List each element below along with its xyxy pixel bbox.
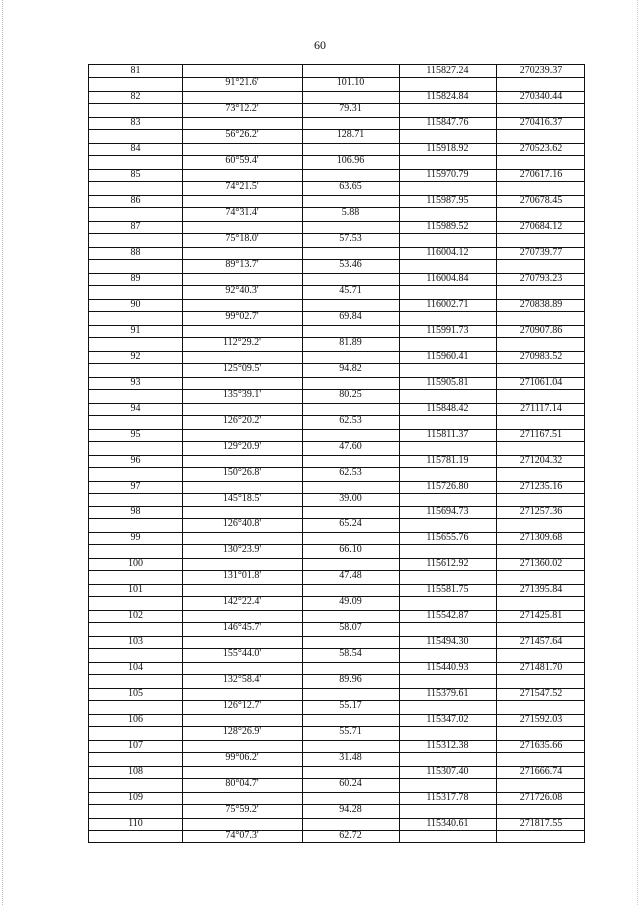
row-mid-divider bbox=[89, 181, 584, 182]
angle-cell: 155°44.0' bbox=[222, 648, 262, 660]
point-cell: 98 bbox=[130, 506, 141, 518]
y-coordinate-cell: 271635.66 bbox=[519, 740, 563, 752]
distance-cell: 62.53 bbox=[339, 414, 362, 426]
x-coordinate-cell: 115347.02 bbox=[426, 714, 469, 726]
angle-cell: 74°31.4' bbox=[225, 206, 259, 218]
x-coordinate-cell: 116002.71 bbox=[426, 298, 469, 310]
y-coordinate-cell: 271360.02 bbox=[519, 558, 563, 570]
point-cell: 105 bbox=[128, 688, 143, 700]
distance-cell: 101.10 bbox=[336, 77, 365, 88]
row-divider bbox=[89, 377, 584, 378]
point-cell: 95 bbox=[130, 428, 141, 440]
scan-edge-left bbox=[2, 0, 3, 905]
x-coordinate-cell: 115781.19 bbox=[426, 454, 469, 466]
point-cell: 106 bbox=[128, 714, 143, 726]
row-mid-divider bbox=[89, 233, 584, 234]
distance-cell: 47.60 bbox=[339, 440, 362, 452]
angle-cell: 131°01.8' bbox=[222, 570, 262, 582]
distance-cell: 94.28 bbox=[339, 804, 362, 816]
distance-cell: 60.24 bbox=[339, 778, 362, 790]
row-divider bbox=[89, 195, 584, 196]
row-divider bbox=[89, 221, 584, 222]
y-coordinate-cell: 271395.84 bbox=[519, 584, 563, 596]
row-divider bbox=[89, 714, 584, 715]
x-coordinate-cell: 115987.95 bbox=[426, 194, 469, 206]
row-divider bbox=[89, 91, 584, 92]
point-cell: 96 bbox=[130, 454, 141, 466]
y-coordinate-cell: 270523.62 bbox=[519, 142, 563, 154]
x-coordinate-cell: 115581.75 bbox=[426, 584, 469, 596]
point-cell: 92 bbox=[130, 350, 141, 362]
angle-cell: 74°07.3' bbox=[225, 830, 259, 842]
row-divider bbox=[89, 688, 584, 689]
distance-cell: 79.31 bbox=[339, 102, 362, 114]
point-cell: 85 bbox=[130, 168, 141, 180]
row-mid-divider bbox=[89, 155, 584, 156]
row-divider bbox=[89, 117, 584, 118]
point-cell: 108 bbox=[128, 766, 143, 778]
distance-cell: 49.09 bbox=[339, 596, 362, 608]
y-coordinate-cell: 271481.70 bbox=[519, 662, 563, 674]
point-cell: 110 bbox=[128, 818, 143, 830]
y-coordinate-cell: 271726.08 bbox=[519, 792, 563, 804]
row-divider bbox=[89, 506, 584, 507]
row-divider bbox=[89, 429, 584, 430]
angle-cell: 99°02.7' bbox=[225, 310, 259, 322]
row-mid-divider bbox=[89, 804, 584, 805]
y-coordinate-cell: 271309.68 bbox=[519, 532, 563, 544]
row-mid-divider bbox=[89, 77, 584, 78]
x-coordinate-cell: 115848.42 bbox=[426, 402, 469, 414]
row-mid-divider bbox=[89, 518, 584, 519]
point-cell: 93 bbox=[130, 376, 141, 388]
x-coordinate-cell: 115440.93 bbox=[426, 662, 469, 674]
row-mid-divider bbox=[89, 285, 584, 286]
angle-cell: 132°58.4' bbox=[222, 674, 262, 686]
y-coordinate-cell: 270838.89 bbox=[519, 298, 563, 310]
y-coordinate-cell: 270416.37 bbox=[519, 116, 563, 128]
y-coordinate-cell: 270239.37 bbox=[519, 65, 563, 76]
point-cell: 90 bbox=[130, 298, 141, 310]
distance-cell: 53.46 bbox=[339, 258, 362, 270]
y-coordinate-cell: 271235.16 bbox=[519, 480, 563, 492]
point-cell: 84 bbox=[130, 142, 141, 154]
distance-cell: 81.89 bbox=[339, 336, 362, 348]
y-coordinate-cell: 271425.81 bbox=[519, 610, 563, 622]
distance-cell: 89.96 bbox=[339, 674, 362, 686]
y-coordinate-cell: 271592.03 bbox=[519, 714, 563, 726]
row-mid-divider bbox=[89, 259, 584, 260]
y-coordinate-cell: 271167.51 bbox=[519, 428, 563, 440]
row-mid-divider bbox=[89, 778, 584, 779]
angle-cell: 125°09.5' bbox=[222, 362, 262, 374]
y-coordinate-cell: 271666.74 bbox=[519, 766, 563, 778]
distance-cell: 57.53 bbox=[339, 232, 362, 244]
point-cell: 81 bbox=[130, 65, 141, 76]
x-coordinate-cell: 115612.92 bbox=[426, 558, 469, 570]
angle-cell: 126°12.7' bbox=[222, 700, 262, 712]
row-mid-divider bbox=[89, 648, 584, 649]
x-coordinate-cell: 115340.61 bbox=[426, 818, 469, 830]
row-divider bbox=[89, 455, 584, 456]
x-coordinate-cell: 115970.79 bbox=[426, 168, 469, 180]
distance-cell: 63.65 bbox=[339, 180, 362, 192]
y-coordinate-cell: 270739.77 bbox=[519, 246, 563, 258]
angle-cell: 75°18.0' bbox=[225, 232, 259, 244]
x-coordinate-cell: 115317.78 bbox=[426, 792, 469, 804]
distance-cell: 58.07 bbox=[339, 622, 362, 634]
distance-cell: 62.53 bbox=[339, 466, 362, 478]
distance-cell: 69.84 bbox=[339, 310, 362, 322]
y-coordinate-cell: 270617.16 bbox=[519, 168, 563, 180]
row-divider bbox=[89, 610, 584, 611]
page-number: 60 bbox=[314, 38, 326, 52]
point-cell: 101 bbox=[128, 584, 143, 596]
row-divider bbox=[89, 299, 584, 300]
y-coordinate-cell: 270907.86 bbox=[519, 324, 563, 336]
point-cell: 107 bbox=[128, 740, 143, 752]
angle-cell: 60°59.4' bbox=[225, 154, 259, 166]
coordinates-table bbox=[88, 64, 585, 843]
row-divider bbox=[89, 351, 584, 352]
point-cell: 82 bbox=[130, 90, 141, 102]
x-coordinate-cell: 115847.76 bbox=[426, 116, 469, 128]
point-cell: 109 bbox=[128, 792, 143, 804]
distance-cell: 58.54 bbox=[339, 648, 362, 660]
row-mid-divider bbox=[89, 596, 584, 597]
distance-cell: 80.25 bbox=[339, 388, 362, 400]
point-cell: 104 bbox=[128, 662, 143, 674]
y-coordinate-cell: 271457.64 bbox=[519, 636, 563, 648]
angle-cell: 74°21.5' bbox=[225, 180, 259, 192]
point-cell: 100 bbox=[128, 558, 143, 570]
angle-cell: 91°21.6' bbox=[225, 77, 259, 88]
distance-cell: 45.71 bbox=[339, 284, 362, 296]
angle-cell: 145°18.5' bbox=[222, 492, 262, 504]
row-mid-divider bbox=[89, 467, 584, 468]
angle-cell: 75°59.2' bbox=[225, 804, 259, 816]
row-mid-divider bbox=[89, 622, 584, 623]
point-cell: 87 bbox=[130, 220, 141, 232]
row-mid-divider bbox=[89, 674, 584, 675]
x-coordinate-cell: 115918.92 bbox=[426, 142, 469, 154]
distance-cell: 94.82 bbox=[339, 362, 362, 374]
distance-cell: 55.71 bbox=[339, 726, 362, 738]
row-mid-divider bbox=[89, 726, 584, 727]
x-coordinate-cell: 115307.40 bbox=[426, 766, 469, 778]
scan-edge-right bbox=[637, 0, 638, 905]
y-coordinate-cell: 270793.23 bbox=[519, 272, 563, 284]
row-mid-divider bbox=[89, 337, 584, 338]
angle-cell: 112°29.2' bbox=[223, 336, 261, 348]
x-coordinate-cell: 115991.73 bbox=[426, 324, 469, 336]
y-coordinate-cell: 271547.52 bbox=[519, 688, 563, 700]
x-coordinate-cell: 115960.41 bbox=[426, 350, 469, 362]
x-coordinate-cell: 116004.84 bbox=[426, 272, 469, 284]
row-mid-divider bbox=[89, 441, 584, 442]
row-mid-divider bbox=[89, 700, 584, 701]
angle-cell: 126°20.2' bbox=[222, 414, 262, 426]
row-divider bbox=[89, 169, 584, 170]
x-coordinate-cell: 115989.52 bbox=[426, 220, 469, 232]
y-coordinate-cell: 270340.44 bbox=[519, 90, 563, 102]
row-mid-divider bbox=[89, 129, 584, 130]
x-coordinate-cell: 115379.61 bbox=[426, 688, 469, 700]
point-cell: 91 bbox=[130, 324, 141, 336]
angle-cell: 89°13.7' bbox=[225, 258, 259, 270]
angle-cell: 80°04.7' bbox=[225, 778, 259, 790]
row-divider bbox=[89, 143, 584, 144]
distance-cell: 39.00 bbox=[339, 492, 362, 504]
row-mid-divider bbox=[89, 207, 584, 208]
x-coordinate-cell: 115824.84 bbox=[426, 90, 469, 102]
row-mid-divider bbox=[89, 752, 584, 753]
x-coordinate-cell: 115905.81 bbox=[426, 376, 469, 388]
y-coordinate-cell: 270983.52 bbox=[519, 350, 563, 362]
point-cell: 102 bbox=[128, 610, 143, 622]
distance-cell: 62.72 bbox=[339, 830, 362, 842]
x-coordinate-cell: 115542.87 bbox=[426, 610, 469, 622]
angle-cell: 150°26.8' bbox=[222, 466, 262, 478]
row-divider bbox=[89, 273, 584, 274]
row-divider bbox=[89, 584, 584, 585]
point-cell: 89 bbox=[130, 272, 141, 284]
x-coordinate-cell: 115312.38 bbox=[426, 740, 469, 752]
point-cell: 103 bbox=[128, 636, 143, 648]
point-cell: 88 bbox=[130, 246, 141, 258]
row-divider bbox=[89, 766, 584, 767]
row-divider bbox=[89, 740, 584, 741]
row-mid-divider bbox=[89, 389, 584, 390]
row-mid-divider bbox=[89, 363, 584, 364]
row-divider bbox=[89, 403, 584, 404]
distance-cell: 65.24 bbox=[339, 518, 362, 530]
angle-cell: 92°40.3' bbox=[225, 284, 259, 296]
row-divider bbox=[89, 792, 584, 793]
angle-cell: 126°40.8' bbox=[222, 518, 262, 530]
y-coordinate-cell: 270684.12 bbox=[519, 220, 563, 232]
angle-cell: 142°22.4' bbox=[222, 596, 262, 608]
distance-cell: 66.10 bbox=[339, 544, 362, 556]
angle-cell: 130°23.9' bbox=[222, 544, 262, 556]
distance-cell: 5.88 bbox=[341, 206, 360, 218]
point-cell: 99 bbox=[130, 532, 141, 544]
y-coordinate-cell: 271817.55 bbox=[519, 818, 563, 830]
y-coordinate-cell: 271117.14 bbox=[520, 402, 562, 414]
row-mid-divider bbox=[89, 830, 584, 831]
x-coordinate-cell: 115811.37 bbox=[426, 428, 469, 440]
point-cell: 86 bbox=[130, 194, 141, 206]
x-coordinate-cell: 115726.80 bbox=[426, 480, 469, 492]
row-divider bbox=[89, 662, 584, 663]
row-mid-divider bbox=[89, 544, 584, 545]
angle-cell: 135°39.1' bbox=[222, 388, 262, 400]
row-mid-divider bbox=[89, 570, 584, 571]
row-divider bbox=[89, 636, 584, 637]
point-cell: 94 bbox=[130, 402, 141, 414]
row-divider bbox=[89, 532, 584, 533]
angle-cell: 56°26.2' bbox=[225, 128, 259, 140]
row-divider bbox=[89, 325, 584, 326]
row-divider bbox=[89, 247, 584, 248]
angle-cell: 129°20.9' bbox=[222, 440, 262, 452]
point-cell: 83 bbox=[130, 116, 141, 128]
x-coordinate-cell: 115494.30 bbox=[426, 636, 469, 648]
y-coordinate-cell: 271061.04 bbox=[519, 376, 563, 388]
angle-cell: 73°12.2' bbox=[225, 102, 259, 114]
x-coordinate-cell: 116004.12 bbox=[426, 246, 469, 258]
y-coordinate-cell: 271257.36 bbox=[519, 506, 563, 518]
row-mid-divider bbox=[89, 103, 584, 104]
x-coordinate-cell: 115827.24 bbox=[426, 65, 469, 76]
row-mid-divider bbox=[89, 415, 584, 416]
row-divider bbox=[89, 818, 584, 819]
distance-cell: 106.96 bbox=[336, 154, 365, 166]
distance-cell: 47.48 bbox=[339, 570, 362, 582]
y-coordinate-cell: 270678.45 bbox=[519, 194, 563, 206]
row-mid-divider bbox=[89, 311, 584, 312]
distance-cell: 128.71 bbox=[336, 128, 365, 140]
distance-cell: 31.48 bbox=[339, 752, 362, 764]
row-divider bbox=[89, 558, 584, 559]
angle-cell: 128°26.9' bbox=[222, 726, 262, 738]
x-coordinate-cell: 115655.76 bbox=[426, 532, 469, 544]
point-cell: 97 bbox=[130, 480, 141, 492]
angle-cell: 146°45.7' bbox=[222, 622, 262, 634]
x-coordinate-cell: 115694.73 bbox=[426, 506, 469, 518]
y-coordinate-cell: 271204.32 bbox=[519, 454, 563, 466]
row-divider bbox=[89, 481, 584, 482]
row-mid-divider bbox=[89, 493, 584, 494]
angle-cell: 99°06.2' bbox=[225, 752, 259, 764]
distance-cell: 55.17 bbox=[339, 700, 362, 712]
